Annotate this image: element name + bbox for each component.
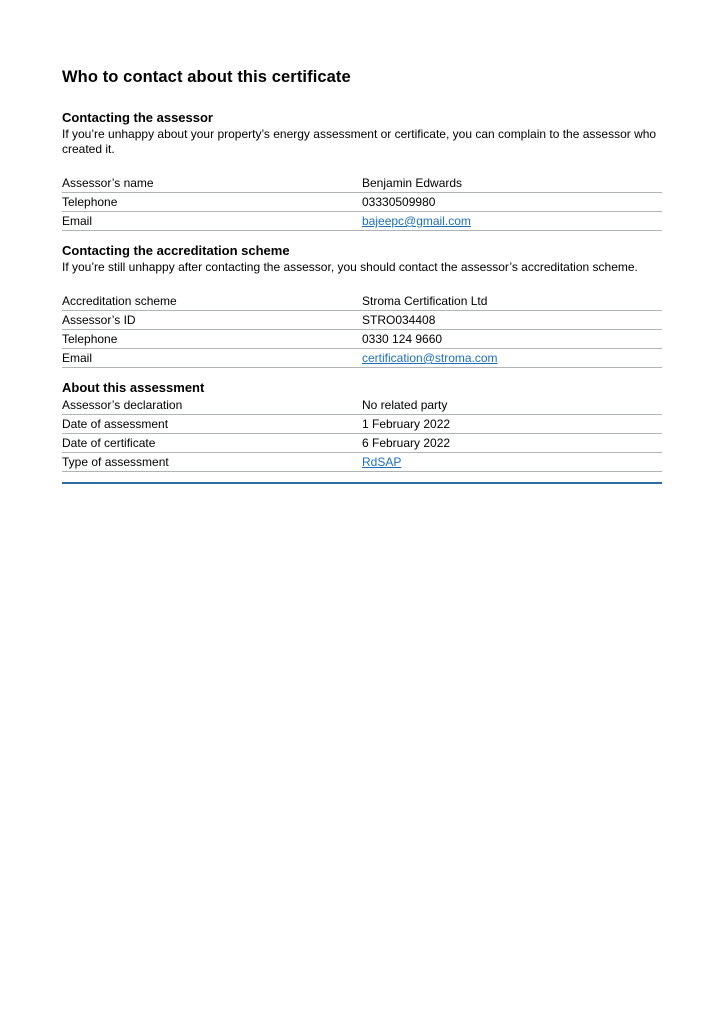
- section-body-contacting-assessor: If you’re unhappy about your property’s energy assessment or certificate, you can complain to the assessor who created it.: [62, 127, 657, 156]
- table-row-assessors-declaration: [62, 396, 662, 415]
- row-value-scheme-email: [362, 349, 662, 368]
- section-body-accreditation-scheme: If you’re still unhappy after contacting the assessor, you should contact the assessor’s accreditation scheme.: [62, 260, 638, 274]
- section-contacting-accreditation-scheme: [62, 243, 662, 368]
- row-value-assessors-name: Benjamin Edwards: [362, 174, 662, 193]
- page-title: Who to contact about this certificate: [62, 68, 351, 86]
- table-row-date-of-certificate: [62, 434, 662, 453]
- section-heading-about-assessment: About this assessment: [62, 380, 205, 395]
- row-value-accreditation-scheme: Stroma Certification Ltd: [362, 292, 662, 311]
- table-row-assessor-email: [62, 212, 662, 231]
- row-label-accreditation-scheme: Accreditation scheme: [62, 292, 362, 311]
- row-label-assessors-declaration: Assessor’s declaration: [62, 396, 362, 415]
- row-value-scheme-telephone: 0330 124 9660: [362, 330, 662, 349]
- row-label-scheme-telephone: Telephone: [62, 330, 362, 349]
- rdsap-link[interactable]: RdSAP: [362, 455, 402, 469]
- row-label-scheme-email: Email: [62, 349, 362, 368]
- table-row-accreditation-scheme: [62, 292, 662, 311]
- row-value-assessor-email: [362, 212, 662, 231]
- row-value-assessor-telephone: 03330509980: [362, 193, 662, 212]
- assessment-details-table: [62, 396, 662, 472]
- section-about-this-assessment: [62, 380, 662, 472]
- footer-divider-line: [62, 482, 662, 484]
- row-value-assessors-declaration: No related party: [362, 396, 662, 415]
- row-value-type-of-assessment: [362, 453, 662, 472]
- table-row-type-of-assessment: [62, 453, 662, 472]
- table-row-assessor-telephone: [62, 193, 662, 212]
- row-label-date-of-assessment: Date of assessment: [62, 415, 362, 434]
- table-row-scheme-email: [62, 349, 662, 368]
- row-label-assessors-name: Assessor’s name: [62, 174, 362, 193]
- row-label-type-of-assessment: Type of assessment: [62, 453, 362, 472]
- row-label-assessor-telephone: Telephone: [62, 193, 362, 212]
- row-label-assessor-email: Email: [62, 212, 362, 231]
- accreditation-details-table: [62, 292, 662, 368]
- table-row-date-of-assessment: [62, 415, 662, 434]
- section-heading-contacting-assessor: Contacting the assessor: [62, 110, 213, 125]
- table-row-assessors-name: [62, 174, 662, 193]
- assessor-email-link[interactable]: bajeepc@gmail.com: [362, 214, 471, 228]
- section-heading-accreditation-scheme: Contacting the accreditation scheme: [62, 243, 290, 258]
- certificate-content: [62, 67, 662, 484]
- row-label-date-of-certificate: Date of certificate: [62, 434, 362, 453]
- row-value-assessors-id: STRO034408: [362, 311, 662, 330]
- scheme-email-link[interactable]: certification@stroma.com: [362, 351, 498, 365]
- row-value-date-of-assessment: 1 February 2022: [362, 415, 662, 434]
- row-label-assessors-id: Assessor’s ID: [62, 311, 362, 330]
- table-row-assessors-id: [62, 311, 662, 330]
- assessor-details-table: [62, 174, 662, 231]
- row-value-date-of-certificate: 6 February 2022: [362, 434, 662, 453]
- section-contacting-assessor: [62, 110, 662, 231]
- table-row-scheme-telephone: [62, 330, 662, 349]
